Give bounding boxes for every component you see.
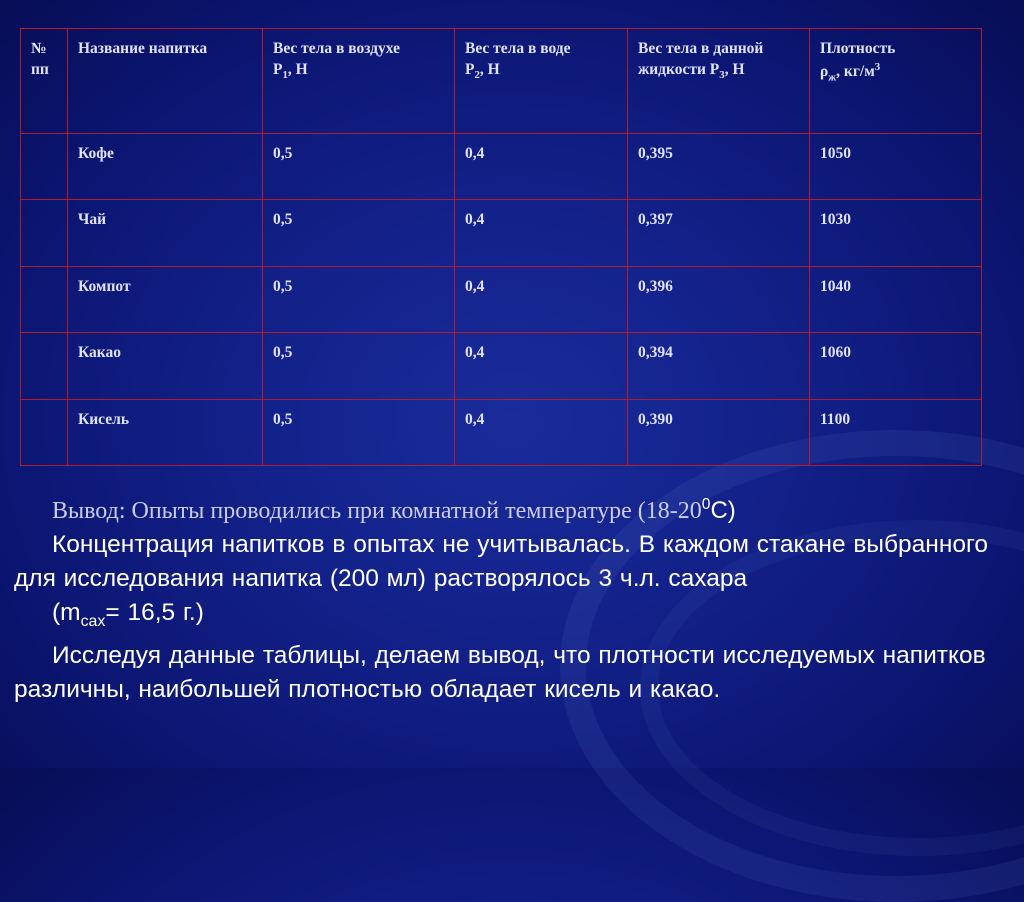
- density-table: [20, 28, 982, 466]
- cell-density: 1040: [810, 266, 982, 332]
- cell-weight-water: 0,4: [455, 133, 628, 199]
- cell-drink-name: Какао: [68, 333, 263, 399]
- cell-weight-air: 0,5: [263, 200, 455, 266]
- cell-number: [21, 200, 68, 266]
- cell-drink-name: Кофе: [68, 133, 263, 199]
- header-drink-name: Название напитка: [68, 29, 263, 134]
- conclusion-heading: Вывод: Опыты проводились при комнатной температуре $(18-20^0С)$: [52, 496, 736, 524]
- cell-density: 1050: [810, 133, 982, 199]
- cell-number: [21, 266, 68, 332]
- cell-density: 1030: [810, 200, 982, 266]
- cell-weight-liquid: 0,396: [628, 266, 810, 332]
- table-row: [21, 333, 982, 399]
- cell-weight-air: 0,5: [263, 333, 455, 399]
- header-density: Плотность $\rho_ж$, $кг/м^3$: [810, 29, 982, 134]
- header-weight-water: Вес тела в воде $Р_2$, Н: [455, 29, 628, 134]
- cell-number: [21, 399, 68, 465]
- cell-drink-name: Чай: [68, 200, 263, 266]
- header-weight-liquid: Вес тела в данной жидкости $Р_3$, Н: [628, 29, 810, 134]
- table-header-row: [21, 29, 982, 134]
- table-row: [21, 200, 982, 266]
- cell-weight-air: 0,5: [263, 133, 455, 199]
- cell-weight-water: 0,4: [455, 200, 628, 266]
- cell-density: 1100: [810, 399, 982, 465]
- cell-weight-air: 0,5: [263, 399, 455, 465]
- cell-number: [21, 333, 68, 399]
- cell-density: 1060: [810, 333, 982, 399]
- cell-weight-water: 0,4: [455, 399, 628, 465]
- header-number: № пп: [21, 29, 68, 134]
- cell-weight-liquid: 0,395: [628, 133, 810, 199]
- table-row: [21, 399, 982, 465]
- cell-weight-water: 0,4: [455, 333, 628, 399]
- cell-weight-water: 0,4: [455, 266, 628, 332]
- cell-weight-liquid: 0,390: [628, 399, 810, 465]
- conclusion-block: [14, 488, 1004, 707]
- table-row: [21, 266, 982, 332]
- conclusion-paragraph: Концентрация напитков в опытах не учитывалась. В каждом стакане выбранного для исследования напитка (200 мл) растворялось 3 ч.л. сахара ($m_{сах}= 16,5$ г.) Исследуя данные таблицы, делаем вывод, что плотности исследуемых напитков различны, наибольшей плотностью обладает кисель и какао.: [14, 531, 989, 703]
- cell-weight-air: 0,5: [263, 266, 455, 332]
- cell-weight-liquid: 0,397: [628, 200, 810, 266]
- cell-number: [21, 133, 68, 199]
- cell-drink-name: Кисель: [68, 399, 263, 465]
- cell-weight-liquid: 0,394: [628, 333, 810, 399]
- header-weight-air: Вес тела в воздухе $Р_1$, Н: [263, 29, 455, 134]
- cell-drink-name: Компот: [68, 266, 263, 332]
- table-row: [21, 133, 982, 199]
